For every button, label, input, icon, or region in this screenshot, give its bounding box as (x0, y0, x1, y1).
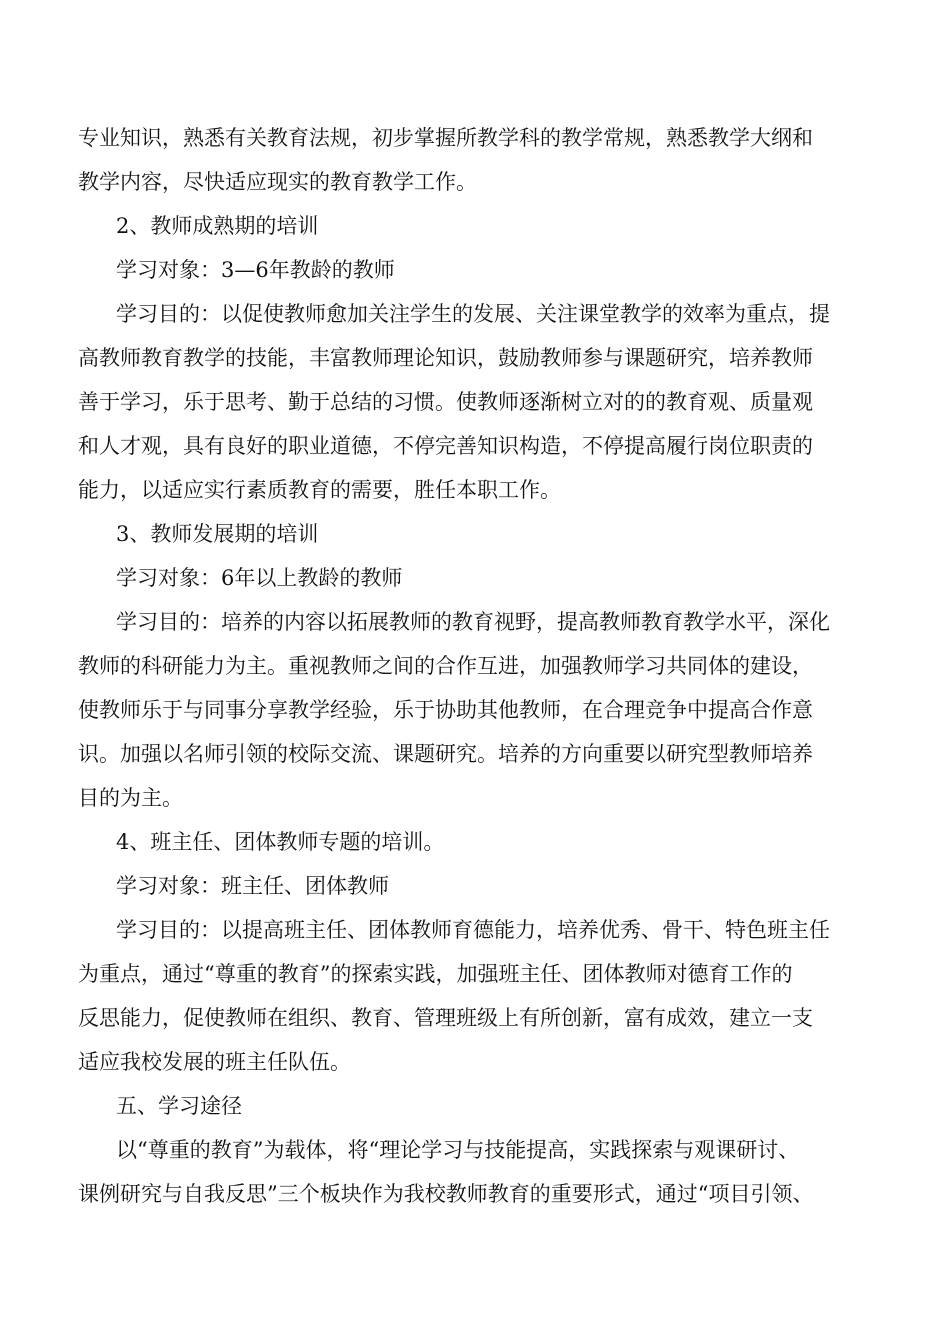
text-line: 使教师乐于与同事分享教学经验，乐于协助其他教师，在合理竞争中提高合作意 (78, 698, 813, 722)
section-heading: 3、教师发展期的培训 (116, 522, 319, 546)
text-line: 反思能力，促使教师在组织、教育、管理班级上有所创新，富有成效，建立一支 (78, 1006, 813, 1030)
text-line: 学习对象：3—6年教龄的教师 (116, 258, 395, 282)
paragraph-start: 学习目的：以提高班主任、团体教师育德能力，培养优秀、骨干、特色班主任 (116, 918, 830, 942)
text-line: 和人才观，具有良好的职业道德，不停完善知识构造，不停提高履行岗位职责的 (78, 434, 813, 458)
paragraph-start: 以“尊重的教育”为载体，将“理论学习与技能提高，实践探索与观课研讨、 (116, 1138, 800, 1162)
text-line: 教学内容，尽快适应现实的教育教学工作。 (78, 170, 477, 194)
text-line: 适应我校发展的班主任队伍。 (78, 1050, 351, 1074)
text-line: 为重点，通过“尊重的教育”的探索实践，加强班主任、团体教师对德育工作的 (78, 962, 793, 986)
text-line: 专业知识，熟悉有关教育法规，初步掌握所教学科的教学常规，熟悉教学大纲和 (78, 126, 813, 150)
section-heading: 五、学习途径 (116, 1094, 242, 1118)
paragraph-start: 学习目的：培养的内容以拓展教师的教育视野，提高教师教育教学水平，深化 (116, 610, 830, 634)
text-line: 学习对象：6年以上教龄的教师 (116, 566, 403, 590)
text-line: 目的为主。 (78, 786, 183, 810)
document-body (78, 116, 878, 1216)
section-heading: 4、班主任、团体教师专题的培训。 (116, 830, 445, 854)
text-line: 高教师教育教学的技能，丰富教师理论知识，鼓励教师参与课题研究，培养教师 (78, 346, 813, 370)
paragraph-start: 学习目的：以促使教师愈加关注学生的发展、关注课堂教学的效率为重点，提 (116, 302, 830, 326)
text-line: 课例研究与自我反思”三个板块作为我校教师教育的重要形式，通过“项目引领、 (78, 1182, 814, 1206)
text-line: 能力，以适应实行素质教育的需要，胜任本职工作。 (78, 478, 561, 502)
section-heading: 2、教师成熟期的培训 (116, 214, 319, 238)
text-line: 学习对象：班主任、团体教师 (116, 874, 389, 898)
text-line: 教师的科研能力为主。重视教师之间的合作互进，加强教师学习共同体的建设， (78, 654, 813, 678)
text-line: 识。加强以名师引领的校际交流、课题研究。培养的方向重要以研究型教师培养 (78, 742, 813, 766)
text-line: 善于学习，乐于思考、勤于总结的习惯。使教师逐渐树立对的的教育观、质量观 (78, 390, 813, 414)
